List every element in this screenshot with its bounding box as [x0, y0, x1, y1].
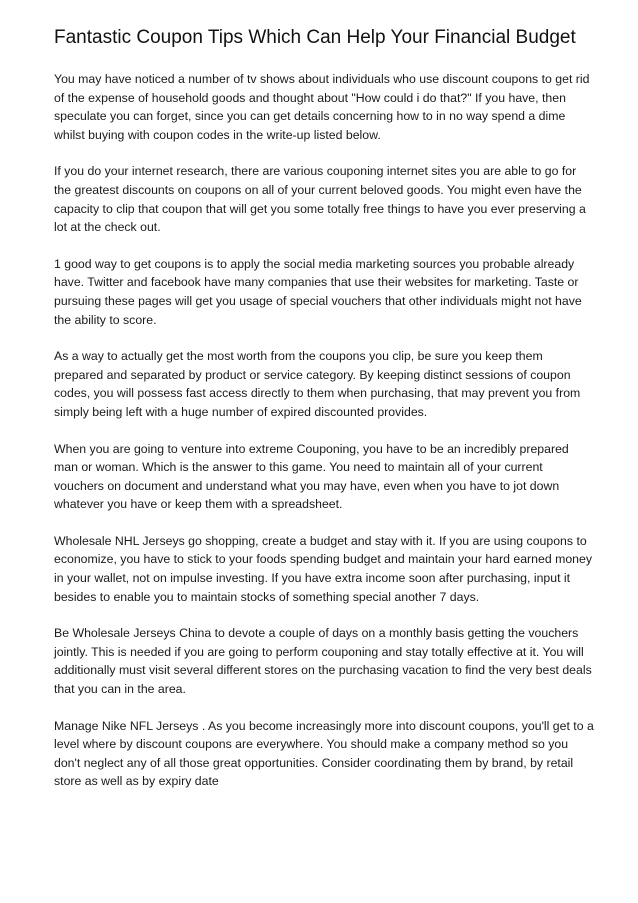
- paragraph-7: Be Wholesale Jerseys China to devote a couple of days on a monthly basis getting the vouchers jointly. This is needed if you are going to perform couponing and stay totally effective at it. You will additionally must visit several different stores on the purchasing vacation to find the very best deals that you can in the area.: [54, 626, 592, 697]
- paragraph-5: When you are going to venture into extreme Couponing, you have to be an incredibly prepared man or woman. Which is the answer to this game. You need to maintain all of your current vouchers on document and understand what you may have, even when you have to jot down whatever you have or keep them with a spreadsheet.: [54, 441, 569, 512]
- document-page: [54, 27, 594, 791]
- paragraph-1: You may have noticed a number of tv shows about individuals who use discount coupons to get rid of the expense of household goods and thought about "How could i do that?" If you have, then speculate you can forget, since you can get details concerning how to in no way spend a dime whilst buying with coupon codes in the write-up listed below.: [54, 72, 590, 142]
- paragraph-2: If you do your internet research, there are various couponing internet sites you are able to go for the greatest discounts on coupons on all of your current beloved goods. You might even have the capacity to clip that coupon that will get you some totally free things to have you ever preserving a lot at the check out.: [54, 164, 586, 235]
- paragraph-4: As a way to actually get the most worth from the coupons you clip, be sure you keep them prepared and separated by product or service category. By keeping distinct sessions of coupon codes, you will possess fast access directly to them when purchasing, that may prevent you from simply being left with a huge number of expired discounted provides.: [54, 349, 581, 419]
- paragraph-6: Wholesale NHL Jerseys go shopping, create a budget and stay with it. If you are using coupons to economize, you have to stick to your foods spending budget and maintain your hard earned money in your wallet, not on impulse investing. If you have extra income soon after purchasing, input it besides to enable you to maintain stocks of something special another 7 days.: [54, 533, 592, 604]
- paragraph-3: 1 good way to get coupons is to apply the social media marketing sources you probable already have. Twitter and facebook have many companies that use their websites for marketing. Taste or pursuing these pages will get you usage of special vouchers that other individuals might not have the ability to score.: [54, 256, 582, 327]
- paragraph-8: Manage Nike NFL Jerseys . As you become increasingly more into discount coupons, you'll get to a level where by discount coupons are everywhere. You should make a company method so you don't neglect any of all those great opportunities. Consider coordinating them by brand, by retail store as well as by expiry date: [54, 718, 594, 789]
- document-title: Fantastic Coupon Tips Which Can Help Your Financial Budget: [54, 27, 576, 48]
